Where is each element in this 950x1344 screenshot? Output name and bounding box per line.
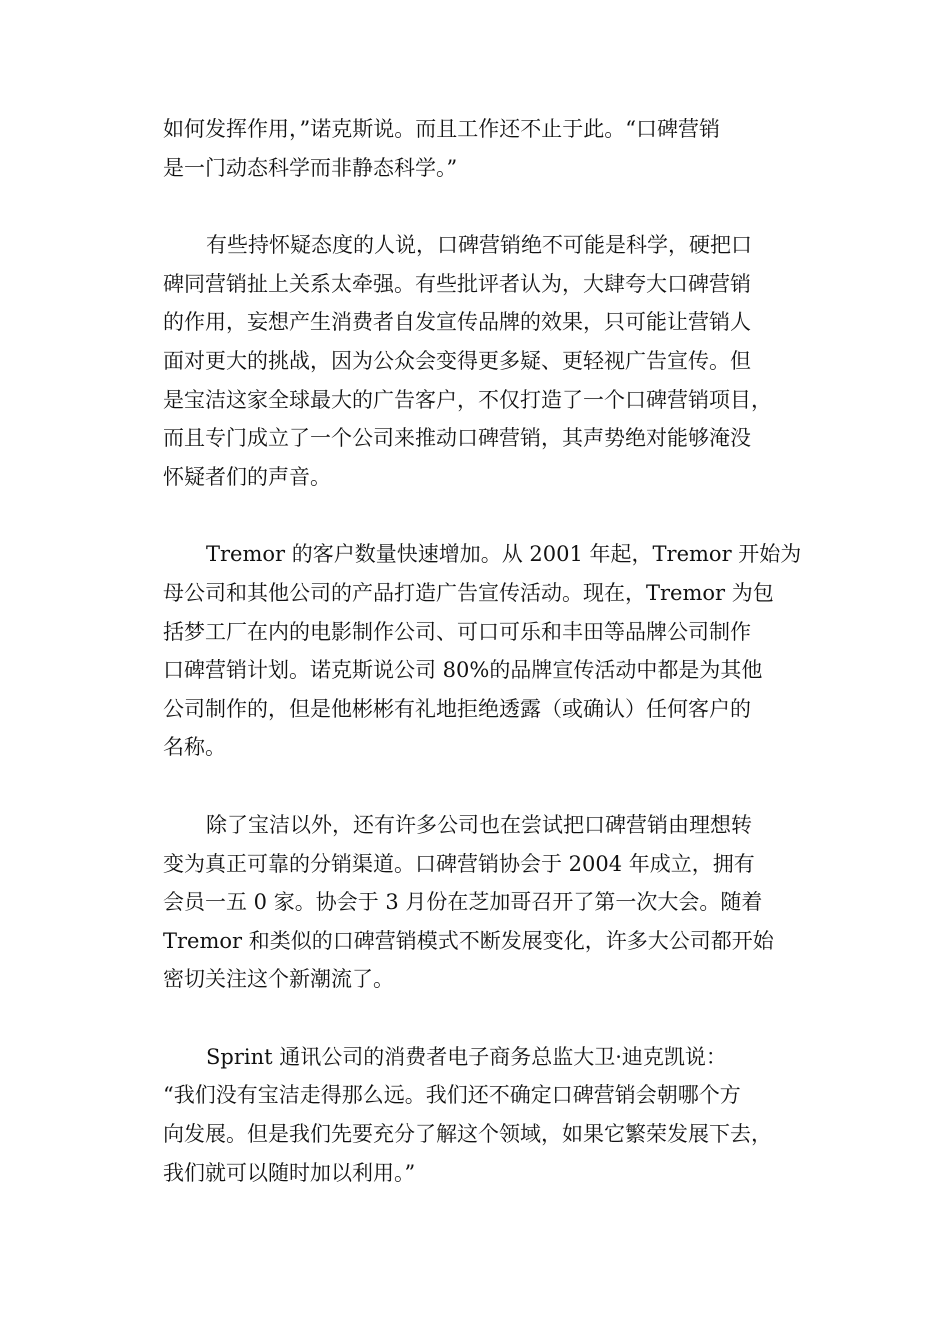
text-line: 变为真正可靠的分销渠道。口碑营销协会于 2004 年成立，拥有 [163,851,755,876]
text-line: 碑同营销扯上关系太牵强。有些批评者认为，大肆夸大口碑营销 [163,271,751,296]
text-line: 会员一五 0 家。协会于 3 月份在芝加哥召开了第一次大会。随着 [163,890,763,915]
paragraph-4 [163,806,803,999]
paragraph-2 [163,226,803,496]
paragraph-1 [163,110,803,187]
text-line: 母公司和其他公司的产品打造广告宣传活动。现在，Tremor 为包 [163,580,774,605]
text-line: 面对更大的挑战，因为公众会变得更多疑、更轻视广告宣传。但 [163,348,751,373]
text-line: 向发展。但是我们先要充分了解这个领域，如果它繁荣发展下去， [163,1122,772,1147]
text-line: 是宝洁这家全球最大的广告客户，不仅打造了一个口碑营销项目， [163,387,772,412]
text-line: Sprint 通讯公司的消费者电子商务总监大卫·迪克凯说： [206,1044,727,1069]
text-line: “我们没有宝洁走得那么远。我们还不确定口碑营销会朝哪个方 [163,1083,741,1108]
text-line: 公司制作的，但是他彬彬有礼地拒绝透露（或确认）任何客户的 [163,696,751,721]
text-line: 怀疑者们的声音。 [163,464,331,489]
text-line: 有些持怀疑态度的人说，口碑营销绝不可能是科学，硬把口 [206,233,752,258]
text-line: 括梦工厂在内的电影制作公司、可口可乐和丰田等品牌公司制作 [163,619,751,644]
text-line: 我们就可以随时加以利用。” [163,1160,416,1185]
text-line: 密切关注这个新潮流了。 [163,967,394,992]
text-line: 除了宝洁以外，还有许多公司也在尝试把口碑营销由理想转 [206,812,752,837]
text-line: Tremor 的客户数量快速增加。从 2001 年起，Tremor 开始为 [206,542,802,567]
text-line: 如何发挥作用，”诺克斯说。而且工作还不止于此。“口碑营销 [163,117,720,141]
article-body [163,110,803,1231]
text-line: 而且专门成立了一个公司来推动口碑营销，其声势绝对能够淹没 [163,426,751,451]
text-line: Tremor 和类似的口碑营销模式不断发展变化，许多大公司都开始 [163,928,774,953]
paragraph-3 [163,535,803,767]
paragraph-5 [163,1038,803,1192]
text-line: 口碑营销计划。诺克斯说公司 80%的品牌宣传活动中都是为其他 [163,658,763,683]
text-line: 名称。 [163,735,226,760]
text-line: 的作用，妄想产生消费者自发宣传品牌的效果，只可能让营销人 [163,310,751,335]
text-line: 是一门动态科学而非静态科学。” [163,155,458,180]
